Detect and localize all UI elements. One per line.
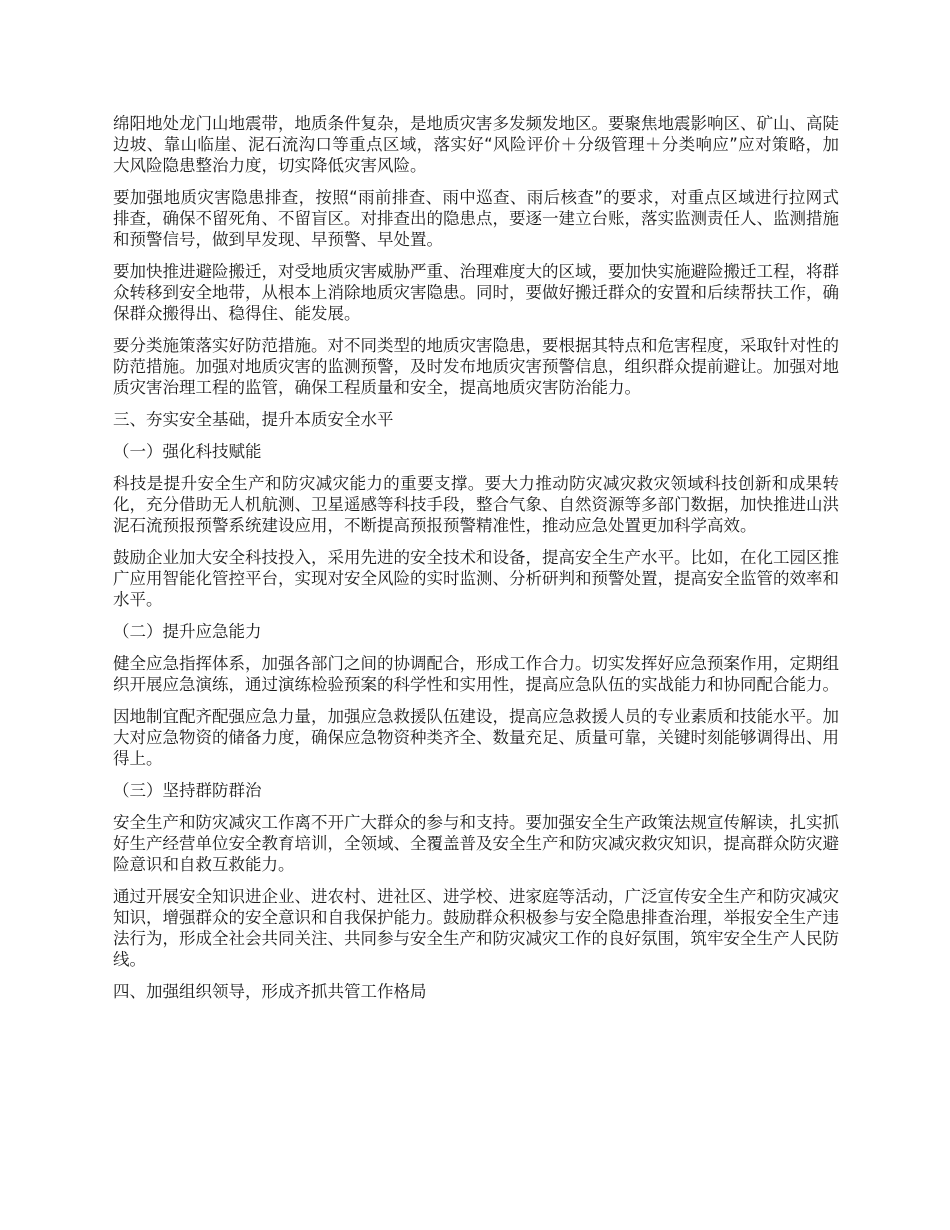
paragraph-tech-support: 科技是提升安全生产和防灾减灾能力的重要支撑。要大力推动防灾减灾救灾领域科技创新和成果转化，充分借助无人机航测、卫星遥感等科技手段，整合气象、自然资源等多部门数据，加快推进山洪泥石流预报预警系统建设应用，不断提高预报预警精准性，推动应急处置更加科学高效。: [113, 474, 839, 535]
subsection-heading-emergency: （二）提升应急能力: [113, 622, 262, 641]
paragraph-emergency-forces: 因地制宜配齐配强应急力量，加强应急救援队伍建设，提高应急救援人员的专业素质和技能水平。加大对应急物资的储备力度，确保应急物资种类齐全、数量充足、质量可靠，关键时刻能够调得出、用得上。: [113, 707, 839, 768]
paragraph-public-participation: 安全生产和防灾减灾工作离不开广大群众的参与和支持。要加强安全生产政策法规宣传解读，扎实抓好生产经营单位安全教育培训，全领域、全覆盖普及安全生产和防灾减灾救灾知识，提高群众防灾避险意识和自救互救能力。: [113, 813, 839, 874]
document-page: [113, 113, 839, 1013]
paragraph-geohazard-overview: 绵阳地处龙门山地震带，地质条件复杂，是地质灾害多发频发地区。要聚焦地震影响区、矿山、高陡边坡、靠山临崖、泥石流沟口等重点区域，落实好“风险评价＋分级管理＋分类响应”应对策略，加大风险隐患整治力度，切实降低灾害风险。: [113, 114, 839, 175]
paragraph-relocation: 要加快推进避险搬迁，对受地质灾害威胁严重、治理难度大的区域，要加快实施避险搬迁工程，将群众转移到安全地带，从根本上消除地质灾害隐患。同时，要做好搬迁群众的安置和后续帮扶工作，确保群众搬得出、稳得住、能发展。: [113, 262, 839, 323]
paragraph-prevention-measures: 要分类施策落实好防范措施。对不同类型的地质灾害隐患，要根据其特点和危害程度，采取针对性的防范措施。加强对地质灾害的监测预警，及时发布地质灾害预警信息，组织群众提前避让。加强对地质灾害治理工程的监管，确保工程质量和安全，提高地质灾害防治能力。: [113, 336, 839, 397]
section-heading-4: 四、加强组织领导，形成齐抓共管工作格局: [113, 982, 427, 1001]
section-heading-3: 三、夯实安全基础，提升本质安全水平: [113, 410, 394, 429]
paragraph-command-system: 健全应急指挥体系，加强各部门之间的协调配合，形成工作合力。切实发挥好应急预案作用，定期组织开展应急演练，通过演练检验预案的科学性和实用性，提高应急队伍的实战能力和协同配合能力。: [113, 654, 839, 694]
subsection-heading-tech: （一）强化科技赋能: [113, 442, 262, 461]
paragraph-hazard-inspection: 要加强地质灾害隐患排查，按照“雨前排查、雨中巡查、雨后核查”的要求，对重点区域进行拉网式排查，确保不留死角、不留盲区。对排查出的隐患点，要逐一建立台账，落实监测责任人、监测措施和预警信号，做到早发现、早预警、早处置。: [113, 188, 839, 249]
subsection-heading-mass-prevention: （三）坚持群防群治: [113, 781, 262, 800]
paragraph-enterprise-investment: 鼓励企业加大安全科技投入，采用先进的安全技术和设备，提高安全生产水平。比如，在化工园区推广应用智能化管控平台，实现对安全风险的实时监测、分析研判和预警处置，提高安全监管的效率和水平。: [113, 548, 839, 609]
paragraph-outreach-activities: 通过开展安全知识进企业、进农村、进社区、进学校、进家庭等活动，广泛宣传安全生产和防灾减灾知识，增强群众的安全意识和自我保护能力。鼓励群众积极参与安全隐患排查治理，举报安全生产违法行为，形成全社会共同关注、共同参与安全生产和防灾减灾工作的良好氛围，筑牢安全生产人民防线。: [113, 887, 839, 969]
